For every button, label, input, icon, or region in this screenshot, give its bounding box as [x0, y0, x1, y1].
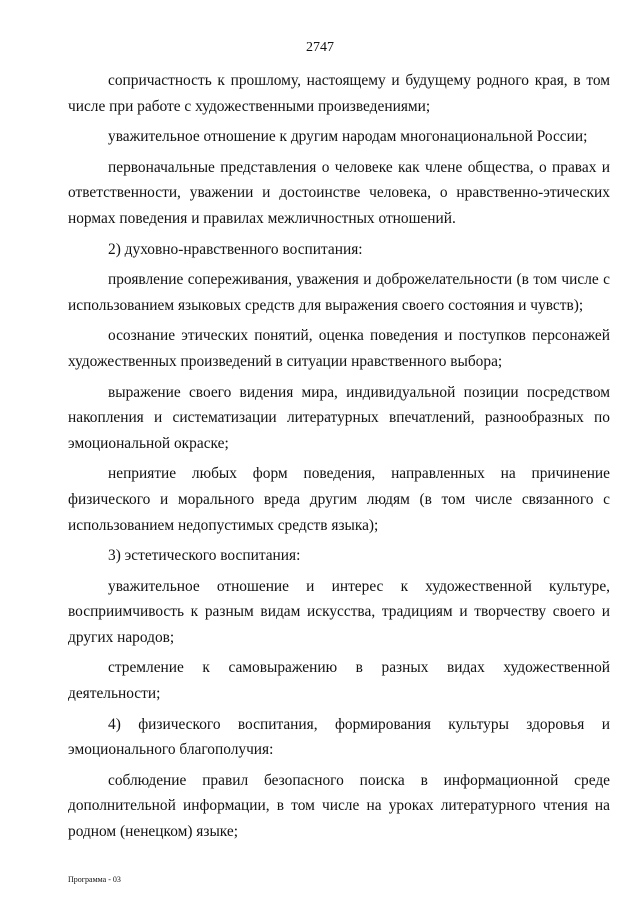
paragraph: выражение своего видения мира, индивидуальной позиции посредством накопления и систематизации литературных впечатлений, разнообразных по эмоциональной окраске; — [68, 383, 610, 452]
paragraph: стремление к самовыражению в разных видах художественной деятельности; — [68, 659, 610, 703]
document-body — [68, 68, 610, 850]
paragraph: соблюдение правил безопасного поиска в информационной среде дополнительной информации, в том числе на уроках литературного чтения на родном (ненецком) языке; — [68, 771, 610, 841]
footer-label: Программа - 03 — [68, 875, 121, 884]
paragraph: сопричастность к прошлому, настоящему и будущему родного края, в том числе при работе с художественными произведениями; — [68, 72, 610, 115]
paragraph: уважительное отношение к другим народам многонациональной России; — [108, 128, 588, 146]
paragraph: проявление сопереживания, уважения и доброжелательности (в том числе с использованием языковых средств для выражения своего состояния и чувств); — [68, 271, 610, 314]
paragraph: неприятие любых форм поведения, направленных на причинение физического и морального вреда другим людям (в том числе связанного с использованием недопустимых средств языка); — [68, 465, 610, 534]
paragraph: первоначальные представления о человеке как члене общества, о правах и ответственности, уважении и достоинстве человека, о нравственно-этических нормах поведения и правилах межличностных отношений. — [68, 158, 610, 227]
section-heading: 4) физического воспитания, формирования культуры здоровья и эмоционального благополучия: — [68, 715, 610, 759]
page-number: 2747 — [306, 40, 334, 55]
paragraph: осознание этических понятий, оценка поведения и поступков персонажей художественных произведений в ситуации нравственного выбора; — [68, 327, 610, 370]
paragraph: уважительное отношение и интерес к художественной культуре, восприимчивость к разным видам искусства, традициям и творчеству своего и других народов; — [68, 577, 610, 646]
section-heading: 2) духовно-нравственного воспитания: — [108, 240, 363, 258]
section-heading: 3) эстетического воспитания: — [108, 547, 301, 565]
